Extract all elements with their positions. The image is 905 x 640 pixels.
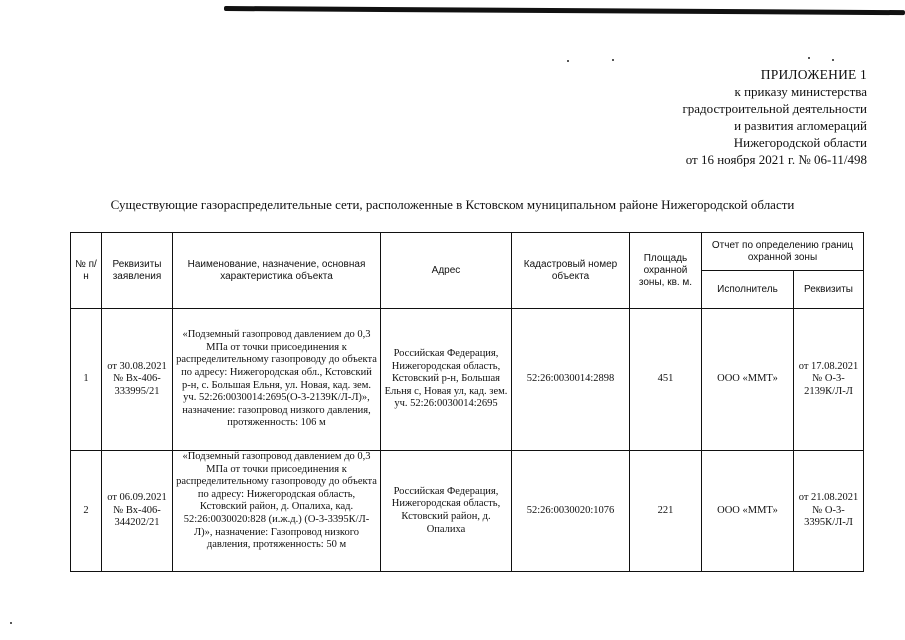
appendix-line: к приказу министерства bbox=[734, 84, 867, 99]
header-area: Площадь охранной зоны, кв. м. bbox=[630, 233, 702, 309]
scan-speck bbox=[832, 59, 834, 61]
cell-address: Российская Федерация, Нижегородская область, Кстовский район, д. Опалиха bbox=[381, 451, 512, 572]
cell-name: «Подземный газопровод давлением до 0,3 МПа от точки присоединения к распределительному газопроводу до объекта по адресу: Нижегородская область, Кстовский район, д. Опалиха, кад. 52:26:0030020:828 (и.ж.д.) (О-3-3395К/Л-Л)», назначение: Газопровод низкого давления, протяженность: 50 м bbox=[173, 451, 381, 572]
table-row bbox=[71, 309, 864, 451]
header-report-requisites: Реквизиты bbox=[794, 271, 864, 309]
scan-speck bbox=[808, 57, 810, 59]
cell-report-requisites: от 17.08.2021 № О-3-2139К/Л-Л bbox=[794, 309, 864, 451]
scan-edge-bar bbox=[224, 6, 905, 15]
cell-requisites: от 06.09.2021 № Вх-406-344202/21 bbox=[102, 451, 173, 572]
header-name: Наименование, назначение, основная характеристика объекта bbox=[173, 233, 381, 309]
document-title: Существующие газораспределительные сети, расположенные в Кстовском муниципальном районе Нижегородской области bbox=[110, 197, 795, 212]
cell-address: Российская Федерация, Нижегородская область, Кстовский р-н, Большая Ельня с, Новая ул, кад. зем. уч. 52:26:0030014:2695 bbox=[381, 309, 512, 451]
cell-num: 2 bbox=[71, 451, 102, 572]
cell-num: 1 bbox=[71, 309, 102, 451]
appendix-line: Нижегородской области bbox=[733, 135, 867, 150]
header-num: № п/н bbox=[71, 233, 102, 309]
cell-cadastral: 52:26:0030014:2898 bbox=[512, 309, 630, 451]
cell-name: «Подземный газопровод давлением до 0,3 МПа от точки присоединения к распределительному газопроводу до объекта по адресу: Нижегородская обл., Кстовский р-н, с. Большая Ельня, ул. Новая, кад. зем. уч. 52:26:0030014:2695(О-3-2139К/Л-Л)», назначение: газопровод низкого давления, протяженность: 106 м bbox=[173, 309, 381, 451]
scan-speck bbox=[10, 622, 12, 624]
table-row bbox=[71, 451, 864, 572]
cell-area: 451 bbox=[630, 309, 702, 451]
gas-network-table bbox=[70, 232, 864, 572]
cell-report-requisites: от 21.08.2021 № О-3-3395К/Л-Л bbox=[794, 451, 864, 572]
appendix-title: ПРИЛОЖЕНИЕ 1 bbox=[760, 67, 867, 82]
cell-requisites: от 30.08.2021 № Вх-406-333995/21 bbox=[102, 309, 173, 451]
header-cadastral: Кадастровый номер объекта bbox=[512, 233, 630, 309]
appendix-line: и развития агломераций bbox=[734, 118, 867, 133]
cell-executor: ООО «ММТ» bbox=[702, 309, 794, 451]
scan-speck bbox=[612, 59, 614, 61]
header-address: Адрес bbox=[381, 233, 512, 309]
appendix-line: от 16 ноября 2021 г. № 06-11/498 bbox=[685, 152, 867, 167]
cell-area: 221 bbox=[630, 451, 702, 572]
header-requisites: Реквизиты заявления bbox=[102, 233, 173, 309]
appendix-line: градостроительной деятельности bbox=[682, 101, 867, 116]
appendix-block bbox=[682, 66, 867, 168]
scan-speck bbox=[567, 60, 569, 62]
cell-executor: ООО «ММТ» bbox=[702, 451, 794, 572]
header-executor: Исполнитель bbox=[702, 271, 794, 309]
cell-cadastral: 52:26:0030020:1076 bbox=[512, 451, 630, 572]
header-report: Отчет по определению границ охранной зоны bbox=[702, 233, 864, 271]
